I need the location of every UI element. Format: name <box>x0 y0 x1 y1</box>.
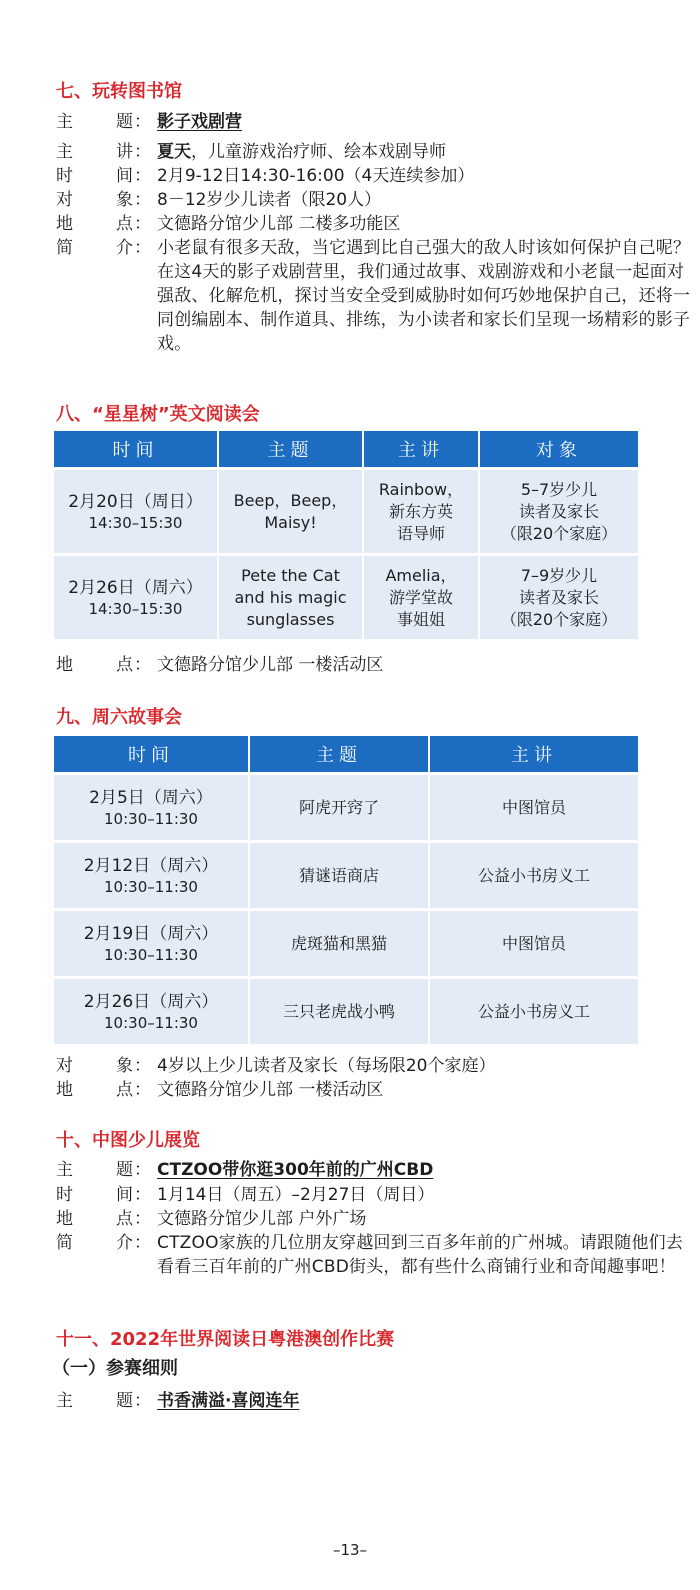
table-header: 主题 <box>219 431 364 467</box>
brochure-page: 七、玩转图书馆 主 题 ： 影子戏剧营 主 讲 ： 夏天，儿童游戏治疗师、绘本戏剧导师 时 间 ： 2月9-12日14:30-16:00（4天连续参加） 对 象 ： 8－12岁少儿读者（限20人） 地 点 ： 文德路分馆少儿部 二楼多功能区 简 介 ： 小老鼠有很多天敌，当它遇到比自己强大的敌人时该如何保护自己呢？在这4天的影子戏剧营里，我们通过故事、戏剧游戏和小老鼠一起面对强敌、化解危机，探讨当安全受到威胁时如何巧妙地保护自己，还将一同创编剧本、制作道具、排练，为小读者和家长们呈现一场精彩的影子戏。 八、“星星树”英文阅读会 时间 主题 主讲 对象 2月20日（周日） 14:30–15:30 Beep，Beep， Maisy! Rainbow， 新东方英 语导师 5–7岁少儿 读者及家长 （限20个家庭） 2月26日（周六） 14:30–15:30 Pete the Cat and his magic sunglasses Amelia， 游学堂故 事姐姐 7–9岁少儿 读者及家长 （限20个家庭） 地 点 ： 文德路分馆少儿部 一楼活动区 九、周六故事会 时间 主题 主讲 2月5日（周六） 10:30–11:30 阿虎开窍了 中图馆员 2月12日（周六） 10:30–11:30 猜谜语商店 公益小书房义工 2月19日（周六） 10:30–11:30 虎斑猫和黑猫 中图馆员 2月26日（周六） 10:30–11:30 三只老虎战小鸭 公益小书房义工 对 象 ： 4岁以上少儿读者及家长（每场限20个家庭） 地 点 ： 文德路分馆少儿部 一楼活动区 十、中图少儿展览 主 题 ： CTZOO带你逛300年前的广州CBD 时 间 ： 1月14日（周五）–2月27日（周日） 地 点 ： 文德路分馆少儿部 户外广场 简 介 ： CTZOO家族的几位朋友穿越回到三百多年前的广州城。请跟随他们去看看三百年前的广州CBD街头，都有些什么商铺行业和奇闻趣事吧！ 十一、2022年世界阅读日粤港澳创作比赛 （一）参赛细则 主 题 ： 书香满溢·喜阅连年 –13– <box>0 0 700 1590</box>
session-date: 2月5日（周六） <box>89 787 213 808</box>
label-char: 象 <box>116 190 133 210</box>
label-char: 主 <box>56 112 73 132</box>
audience-line: （限20个家庭） <box>500 523 618 543</box>
s9-audience-value: 4岁以上少儿读者及家长（每场限20个家庭） <box>157 1056 496 1076</box>
section-7-title: 七、玩转图书馆 <box>56 81 182 102</box>
session-topic: 虎斑猫和黑猫 <box>250 908 430 976</box>
session-time: 14:30–15:30 <box>88 599 183 618</box>
label-char: 题 <box>116 1160 133 1180</box>
label-char: 介 <box>116 1233 133 1253</box>
table-header: 时间 <box>54 431 219 467</box>
topic-line: and his magic <box>234 587 347 607</box>
speaker-line: 游学堂故 <box>388 587 453 607</box>
topic-line: Pete the Cat <box>241 565 340 585</box>
audience-line: 读者及家长 <box>518 501 599 521</box>
table-header: 时间 <box>54 736 250 772</box>
section-10-title: 十、中图少儿展览 <box>56 1130 200 1151</box>
table-header: 主讲 <box>430 736 638 772</box>
label-char: 间 <box>116 1185 133 1205</box>
audience-line: （限20个家庭） <box>500 609 618 629</box>
s8-place-value: 文德路分馆少儿部 一楼活动区 <box>157 655 384 675</box>
session-date: 2月19日（周六） <box>83 923 219 944</box>
s10-place-value: 文德路分馆少儿部 户外广场 <box>157 1209 367 1229</box>
speaker-line: Amelia， <box>385 565 457 585</box>
session-speaker: 公益小书房义工 <box>430 840 638 908</box>
label-char: 讲 <box>116 142 133 162</box>
label-char: 时 <box>56 166 73 186</box>
table-row <box>54 840 638 908</box>
section-9-title: 九、周六故事会 <box>56 707 182 728</box>
s7-place-value: 文德路分馆少儿部 二楼多功能区 <box>157 214 401 234</box>
session-date: 2月26日（周六） <box>83 991 219 1012</box>
table-header: 对象 <box>480 431 638 467</box>
speaker-line: 新东方英 <box>388 501 453 521</box>
label-char: 介 <box>116 238 133 258</box>
s10-time-value: 1月14日（周五）–2月27日（周日） <box>157 1185 435 1205</box>
speaker-line: 事姐姐 <box>396 609 445 629</box>
session-time: 14:30–15:30 <box>88 513 183 532</box>
topic-line: sunglasses <box>246 609 335 629</box>
s10-intro-text: CTZOO家族的几位朋友穿越回到三百多年前的广州城。请跟随他们去看看三百年前的广州CBD街头，都有些什么商铺行业和奇闻趣事吧！ <box>157 1233 684 1277</box>
session-topic: 阿虎开窍了 <box>250 772 430 840</box>
label-char: 点 <box>116 655 133 675</box>
s7-intro-text: 小老鼠有很多天敌，当它遇到比自己强大的敌人时该如何保护自己呢？在这4天的影子戏剧营里，我们通过故事、戏剧游戏和小老鼠一起面对强敌、化解危机，探讨当安全受到威胁时如何巧妙地保护自己，还将一同创编剧本、制作道具、排练，为小读者和家长们呈现一场精彩的影子戏。 <box>157 238 691 354</box>
table-header: 主题 <box>250 736 430 772</box>
session-speaker: 公益小书房义工 <box>430 976 638 1044</box>
session-time: 10:30–11:30 <box>104 809 198 828</box>
s10-topic-value: CTZOO带你逛300年前的广州CBD <box>157 1160 434 1180</box>
table-row <box>54 553 638 639</box>
audience-line: 7–9岁少儿 <box>520 565 598 585</box>
label-char: 象 <box>116 1056 133 1076</box>
session-time: 10:30–11:30 <box>104 877 198 896</box>
session-speaker: 中图馆员 <box>430 908 638 976</box>
table-header: 主讲 <box>364 431 480 467</box>
label-char: 地 <box>56 214 73 234</box>
session-date: 2月26日（周六） <box>68 577 203 598</box>
s9-place-value: 文德路分馆少儿部 一楼活动区 <box>157 1080 384 1100</box>
session-topic: 猜谜语商店 <box>250 840 430 908</box>
s7-speaker-desc: ，儿童游戏治疗师、绘本戏剧导师 <box>191 142 446 162</box>
english-reading-table <box>54 431 638 639</box>
section-11-title: 十一、2022年世界阅读日粤港澳创作比赛 <box>56 1329 395 1350</box>
s7-speaker-name: 夏天 <box>157 142 191 162</box>
label-char: 对 <box>56 1056 73 1076</box>
story-time-table <box>54 736 638 1044</box>
table-row <box>54 976 638 1044</box>
label-char: 主 <box>56 1160 73 1180</box>
label-char: 点 <box>116 1080 133 1100</box>
label-char: 间 <box>116 166 133 186</box>
table-row <box>54 467 638 553</box>
page-number: –13– <box>332 1541 368 1559</box>
topic-line: Beep，Beep， <box>233 490 348 510</box>
label-char: 对 <box>56 190 73 210</box>
session-date: 2月12日（周六） <box>83 855 219 876</box>
label-char: 简 <box>56 238 73 258</box>
session-date: 2月20日（周日） <box>68 491 203 512</box>
session-speaker: 中图馆员 <box>430 772 638 840</box>
speaker-line: 语导师 <box>396 523 445 543</box>
label-char: 简 <box>56 1233 73 1253</box>
audience-line: 读者及家长 <box>518 587 599 607</box>
topic-line: Maisy! <box>264 512 317 532</box>
session-time: 10:30–11:30 <box>104 1013 198 1032</box>
s7-topic-value: 影子戏剧营 <box>157 112 242 132</box>
table-row <box>54 772 638 840</box>
label-char: 题 <box>116 112 133 132</box>
label-char: 地 <box>56 1209 73 1229</box>
session-topic: 三只老虎战小鸭 <box>250 976 430 1044</box>
label-char: 时 <box>56 1185 73 1205</box>
label-char: 点 <box>116 214 133 234</box>
label-char: 地 <box>56 1080 73 1100</box>
s11-subsection-title: （一）参赛细则 <box>52 1358 178 1379</box>
s11-topic-value: 书香满溢·喜阅连年 <box>157 1391 300 1411</box>
label-char: 题 <box>116 1391 133 1411</box>
label-char: 点 <box>116 1209 133 1229</box>
label-char: 主 <box>56 142 73 162</box>
label-char: 主 <box>56 1391 73 1411</box>
table-row <box>54 908 638 976</box>
speaker-line: Rainbow， <box>378 479 464 499</box>
s7-audience-value: 8－12岁少儿读者（限20人） <box>157 190 382 210</box>
section-8-title: 八、“星星树”英文阅读会 <box>56 404 260 425</box>
label-char: 地 <box>56 655 73 675</box>
session-time: 10:30–11:30 <box>104 945 198 964</box>
s7-time-value: 2月9-12日14:30-16:00（4天连续参加） <box>157 166 475 186</box>
audience-line: 5–7岁少儿 <box>520 479 598 499</box>
